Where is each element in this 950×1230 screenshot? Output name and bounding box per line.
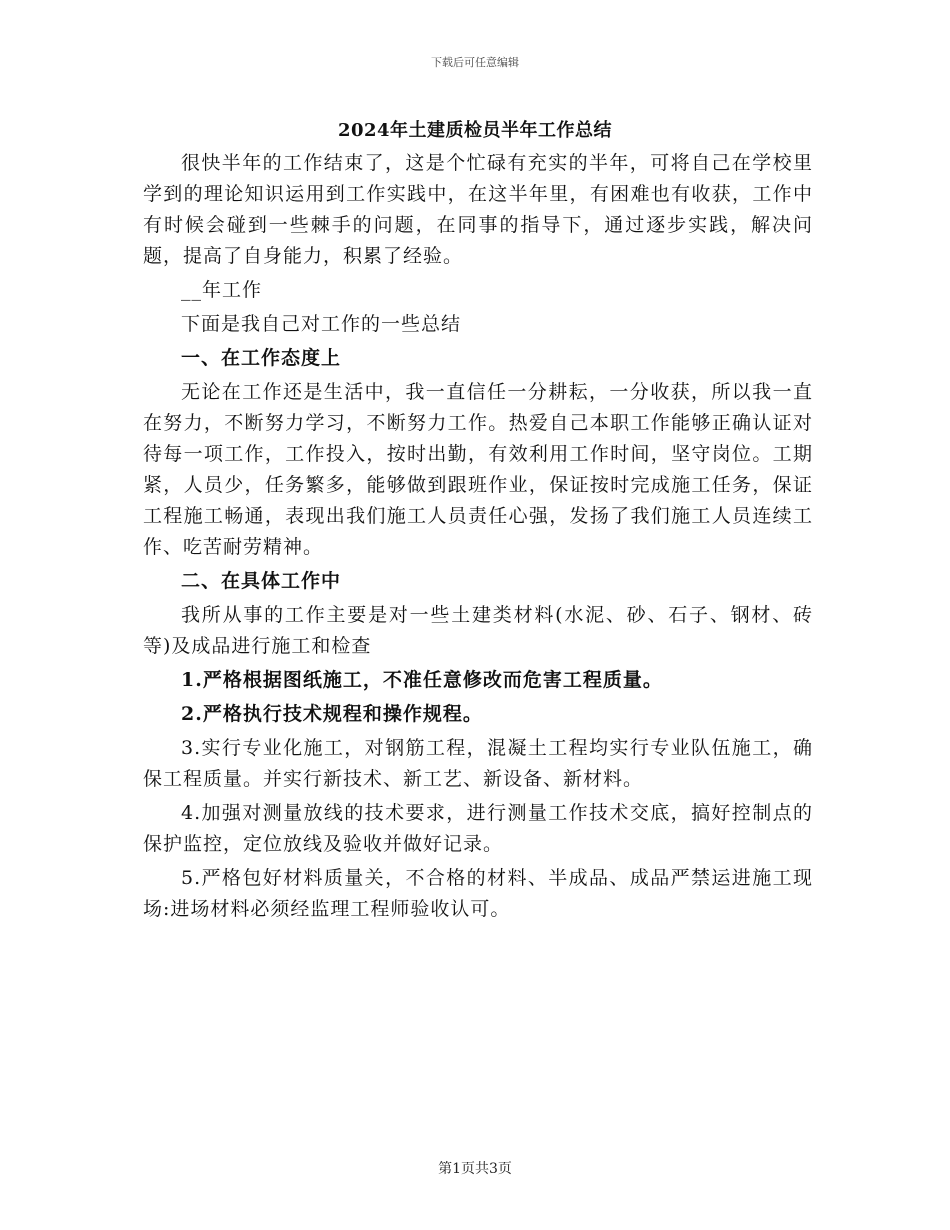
list-item-4: 4.加强对测量放线的技术要求，进行测量工作技术交底，搞好控制点的保护监控，定位放线及验收并做好记录。: [143, 802, 813, 855]
paragraph-year-work: __年工作: [181, 279, 263, 301]
section-heading-specific-work: 二、在具体工作中: [181, 570, 342, 592]
list-item-3: 3.实行专业化施工，对钢筋工程，混凝土工程均实行专业队伍施工，确保工程质量。并实行新技术、新工艺、新设备、新材料。: [143, 737, 813, 790]
list-item-2: 2.严格执行技术规程和操作规程。: [181, 703, 483, 725]
document-title: 2024年土建质检员半年工作总结: [337, 120, 613, 141]
paragraph-attitude: 无论在工作还是生活中，我一直信任一分耕耘，一分收获，所以我一直在努力，不断努力学习，不断努力工作。热爱自己本职工作能够正确认证对待每一项工作，工作投入，按时出勤，有效利用工作时间，坚守岗位。工期紧，人员少，任务繁多，能够做到跟班作业，保证按时完成施工任务，保证工程施工畅通，表现出我们施工人员责任心强，发扬了我们施工人员连续工作、吃苦耐劳精神。: [143, 381, 813, 558]
paragraph-intro: 很快半年的工作结束了，这是个忙碌有充实的半年，可将自己在学校里学到的理论知识运用到工作实践中，在这半年里，有困难也有收获，工作中有时候会碰到一些棘手的问题，在同事的指导下，通过逐步实践，解决问题，提高了自身能力，积累了经验。: [143, 152, 813, 267]
paragraph-specific-work: 我所从事的工作主要是对一些土建类材料(水泥、砂、石子、钢材、砖等)及成品进行施工和检查: [143, 604, 813, 657]
section-heading-attitude: 一、在工作态度上: [181, 347, 342, 369]
page-number: 第1页共3页: [438, 1161, 512, 1177]
header-note: 下载后可任意编辑: [431, 56, 519, 69]
list-item-1: 1.严格根据图纸施工，不准任意修改而危害工程质量。: [181, 669, 663, 691]
paragraph-summary-lead: 下面是我自己对工作的一些总结: [181, 313, 462, 335]
document-body: [143, 148, 813, 928]
list-item-5: 5.严格包好材料质量关，不合格的材料、半成品、成品严禁运进施工现场:进场材料必须经监理工程师验收认可。: [143, 867, 813, 920]
